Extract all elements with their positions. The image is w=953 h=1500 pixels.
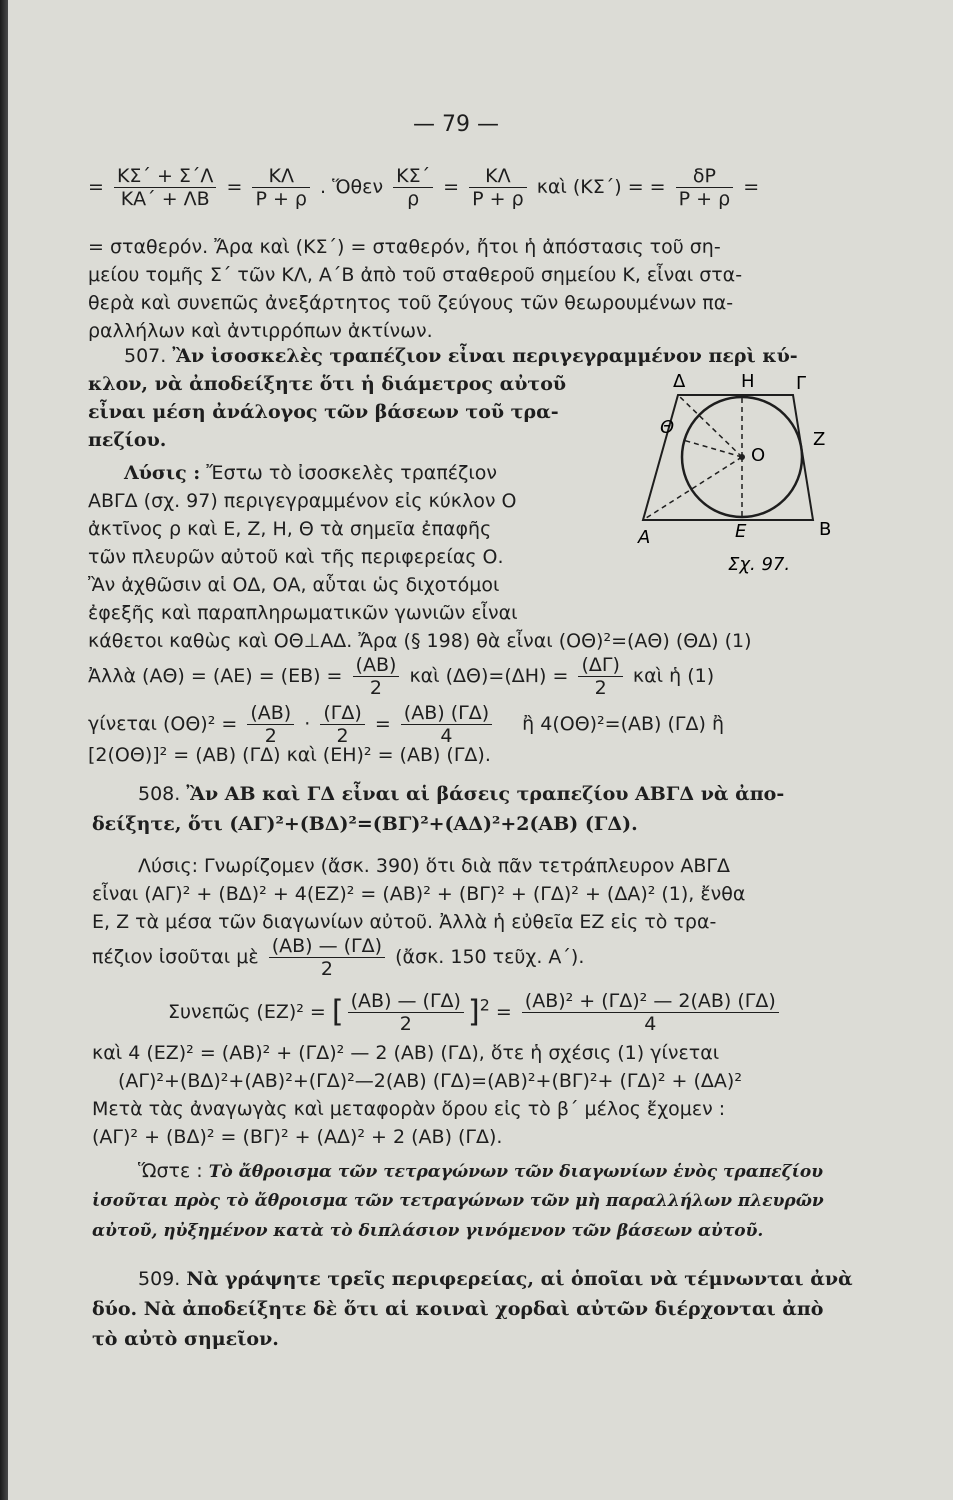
equation-line: πέζιον ἰσοῦται μὲ $\frac{(AB) — (\Gamma\Delta)}{2}$ (ἄσκ. 150 τεῦχ. Α΄). (92, 935, 585, 980)
label-E: Ε (735, 521, 747, 542)
label-G: Γ (796, 373, 807, 394)
figure-97 (633, 365, 843, 585)
page-binding-shadow (0, 0, 8, 1500)
text-line: θερὰ καὶ συνεπῶς ἀνεξάρτητος τοῦ ζεύγους τῶν θεωρουμένων πα- (88, 292, 734, 314)
problem-508-statement: 508. Ἂν ΑΒ καὶ ΓΔ εἶναι αἱ βάσεις τραπεζίου ΑΒΓΔ νὰ ἀπο- (138, 783, 785, 805)
equation-line: Ἀλλὰ (ΑΘ) = (ΑΕ) = (ΕΒ) = $\frac{(AB)}{2}$ καὶ (ΔΘ)=(ΔΗ) = $\frac{(\Delta\Gamma)}{2}$ καὶ ἡ (1) (88, 654, 715, 699)
label-B: Β (819, 519, 832, 540)
equation-line: Συνεπῶς (ΕΖ)² = [ $\frac{(AB) — (\Gamma\Delta)}{2}$ ]$^2$ = $\frac{\text{(ΑΒ)² + (ΓΔ)² — 2(ΑΒ) (ΓΔ)}}{4}$ (168, 990, 783, 1035)
fraction: $\frac{K\Lambda}{P + \rho}$ (252, 165, 310, 210)
figure-caption: Σχ. 97. (728, 554, 791, 575)
text-line: δείξητε, ὅτι (ΑΓ)²+(ΒΔ)²=(ΒΓ)²+(ΑΔ)²+2(ΑΒ) (ΓΔ). (92, 813, 638, 835)
text-line: [2(ΟΘ)]² = (ΑΒ) (ΓΔ) καὶ (ΕΗ)² = (ΑΒ) (ΓΔ). (88, 744, 491, 766)
text-line: ἰσοῦται πρὸς τὸ ἄθροισμα τῶν τετραγώνων τῶν μὴ παραλλήλων πλευρῶν (92, 1191, 824, 1211)
text-line: κλον, νὰ ἀποδείξητε ὅτι ἡ διάμετρος αὐτοῦ (88, 373, 567, 395)
fraction: $\frac{K\Sigma΄ + \Sigma΄\Lambda}{KA΄ + \Lambda B}$ (114, 165, 216, 210)
text-line: Λύσις: Γνωρίζομεν (ἄσκ. 390) ὅτι διὰ πᾶν τετράπλευρον ΑΒΓΔ (138, 855, 730, 877)
text-line: τῶν πλευρῶν αὐτοῦ καὶ τῆς περιφερείας Ο. (88, 546, 504, 568)
trapezoid (643, 395, 813, 520)
fraction: $\frac{\delta P}{P + \rho}$ (676, 165, 734, 210)
text-line: κάθετοι καθὼς καὶ ΟΘ⊥ΑΔ. Ἄρα (§ 198) θὰ εἶναι (ΟΘ)²=(ΑΘ) (ΘΔ) (1) (88, 630, 752, 652)
text-line: ἐφεξῆς καὶ παραπληρωματικῶν γωνιῶν εἶναι (88, 602, 518, 624)
text-line: = σταθερόν. Ἄρα καὶ (ΚΣ΄) = σταθερόν, ἤτοι ἡ ἀπόστασις τοῦ ση- (88, 236, 721, 258)
book-page (8, 0, 953, 1500)
text-line: εἶναι μέση ἀνάλογος τῶν βάσεων τοῦ τρα- (88, 401, 559, 423)
fraction: $\frac{K\Lambda}{P + \rho}$ (469, 165, 527, 210)
page-number: — 79 — (413, 112, 499, 137)
label-A: Α (638, 527, 651, 548)
label-Theta: Θ (660, 417, 675, 438)
text-line: (ΑΓ)² + (ΒΔ)² = (ΒΓ)² + (ΑΔ)² + 2 (ΑΒ) (ΓΔ). (92, 1126, 503, 1148)
text-line: ΑΒΓΔ (σχ. 97) περιγεγραμμένον εἰς κύκλον Ο (88, 490, 517, 512)
solution-507: Λύσις : Ἔστω τὸ ἰσοσκελὲς τραπέζιον (124, 462, 498, 484)
text-line: (ΑΓ)²+(ΒΔ)²+(ΑΒ)²+(ΓΔ)²—2(ΑΒ) (ΓΔ)=(ΑΒ)²+(ΒΓ)²+ (ΓΔ)² + (ΔΑ)² (118, 1070, 742, 1092)
segment-OD (678, 395, 742, 457)
top-equation-line: = $\frac{K\Sigma΄ + \Sigma΄\Lambda}{KA΄ + \Lambda B}$ = $\frac{K\Lambda}{P + \rho}$ . Ὅθεν $\frac{K\Sigma΄}{\rho}$ = $\frac{K\Lambda}{P + \rho}$ καὶ (ΚΣ΄) = = $\frac{\delta P}{P + \rho}$ = (88, 165, 760, 210)
label-Z: Ζ (813, 429, 826, 450)
text-line: τὸ αὐτὸ σημεῖον. (92, 1328, 279, 1350)
problem-509-statement: 509. Νὰ γράψητε τρεῖς περιφερείας, αἱ ὁποῖαι νὰ τέμνωνται ἀνὰ (138, 1268, 853, 1290)
text-line: δύο. Νὰ ἀποδείξητε δὲ ὅτι αἱ κοιναὶ χορδαὶ αὐτῶν διέρχονται ἀπὸ (92, 1298, 824, 1320)
problem-507-statement: 507. Ἂν ἰσοσκελὲς τραπέζιον εἶναι περιγεγραμμένον περὶ κύ- (124, 345, 798, 367)
text-line: καὶ 4 (ΕΖ)² = (ΑΒ)² + (ΓΔ)² — 2 (ΑΒ) (ΓΔ), ὅτε ἡ σχέσις (1) γίνεται (92, 1042, 720, 1064)
conclusion-508: Ὥστε : Τὸ ἄθροισμα τῶν τετραγώνων τῶν διαγωνίων ἑνὸς τραπεζίου (138, 1160, 824, 1182)
label-D: Δ (673, 371, 686, 392)
equation-line: γίνεται (ΟΘ)² = $\frac{(AB)}{2}$ · $\frac{(\Gamma\Delta)}{2}$ = $\frac{(AB) (\Gamma\Delta)}{4}$ ἢ 4(ΟΘ)²=(ΑΒ) (ΓΔ) ἢ (88, 702, 724, 747)
text-line: Ἂν ἀχθῶσιν αἱ ΟΔ, ΟΑ, αὗται ὡς διχοτόμοι (88, 574, 500, 596)
text-line: ραλλήλων καὶ ἀντιρρόπων ἀκτίνων. (88, 320, 433, 342)
text-line: μείου τομῆς Σ΄ τῶν ΚΛ, Α΄Β ἀπὸ τοῦ σταθεροῦ σημείου Κ, εἶναι στα- (88, 264, 743, 286)
center-O (739, 454, 745, 460)
text-line: Μετὰ τὰς ἀναγωγὰς καὶ μεταφορὰν ὅρου εἰς τὸ β΄ μέλος ἔχομεν : (92, 1098, 726, 1120)
fraction: $\frac{K\Sigma΄}{\rho}$ (393, 165, 433, 210)
text-line: αὐτοῦ, ηὐξημένον κατὰ τὸ διπλάσιον γινόμενον τῶν βάσεων αὐτοῦ. (92, 1221, 764, 1241)
text-line: ἀκτῖνος ρ καὶ Ε, Ζ, Η, Θ τὰ σημεῖα ἐπαφῆς (88, 518, 492, 540)
text-line: πεζίου. (88, 429, 167, 451)
label-O: Ο (751, 445, 766, 466)
label-H: Η (741, 371, 755, 392)
text-line: Ε, Ζ τὰ μέσα τῶν διαγωνίων αὐτοῦ. Ἀλλὰ ἡ εὐθεῖα ΕΖ εἰς τὸ τρα- (92, 911, 717, 933)
text-line: εἶναι (ΑΓ)² + (ΒΔ)² + 4(ΕΖ)² = (ΑΒ)² + (ΒΓ)² + (ΓΔ)² + (ΔΑ)² (1), ἔνθα (92, 883, 746, 905)
